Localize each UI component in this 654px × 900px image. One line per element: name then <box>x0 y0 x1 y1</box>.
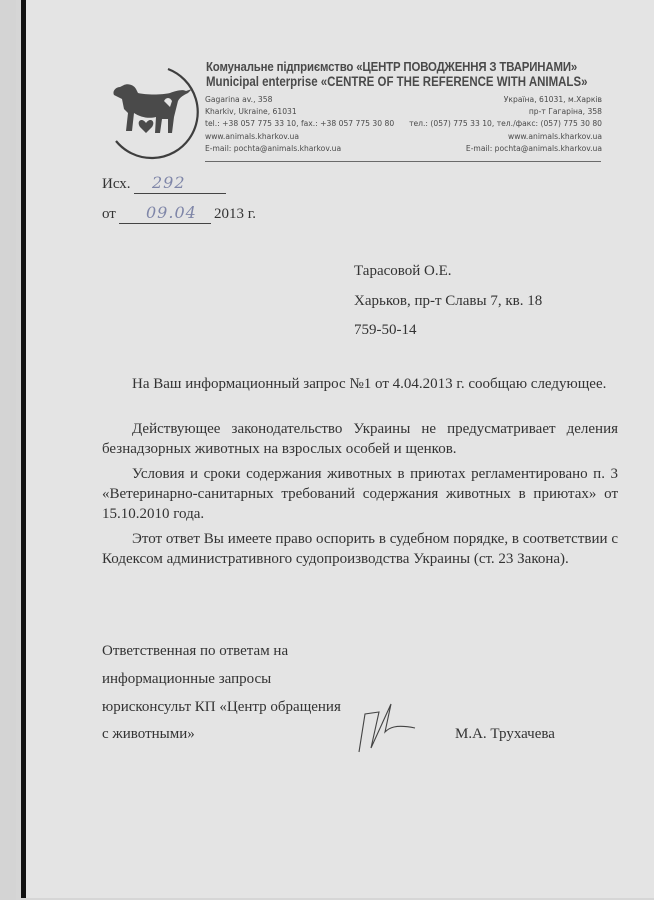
org-name-ua: Комунальне підприємство «ЦЕНТР ПОВОДЖЕННЯ З ТВАРИНАМИ» <box>206 59 578 74</box>
paragraph-text: Этот ответ Вы имеете право оспорить в судебном порядке, в соответствии с Кодексом административного судопроизводства Украины (ст. 23 Закона). <box>102 531 618 567</box>
body-paragraph <box>102 374 618 394</box>
date-line <box>119 223 211 224</box>
contacts-en <box>205 94 394 155</box>
recipient-address: Харьков, пр-т Славы 7, кв. 18 <box>354 293 543 309</box>
contact-city: Україна, 61031, м.Харків <box>503 95 602 104</box>
contact-phone: tel.: +38 057 775 33 10, fax.: +38 057 775 30 80 <box>205 119 395 129</box>
dog-cat-heart-logo-icon <box>108 63 204 163</box>
signer-title-line: с животными» <box>102 726 195 742</box>
date-year: 2013 г. <box>214 206 256 222</box>
paragraph-text: На Ваш информационный запрос №1 от 4.04.2013 г. сообщаю следующее. <box>132 376 607 392</box>
paragraph-text: Условия и сроки содержания животных в приютах регламентировано п. 3 «Ветеринарно-санитарных требований содержания животных в приютах» от 15.10.2010 года. <box>102 466 618 522</box>
contact-email: E-mail: pochta@animals.kharkov.ua <box>205 143 342 153</box>
body-paragraph <box>102 419 618 459</box>
signer-title-line: информационные запросы <box>102 671 272 687</box>
signer-title-line: юрисконсульт КП «Центр обращения <box>102 699 341 715</box>
org-name-en: Municipal enterprise «CENTRE OF THE REFERENCE WITH ANIMALS» <box>206 74 588 89</box>
contacts-ua <box>409 94 602 155</box>
outgoing-number: 292 <box>152 173 186 192</box>
scan-margin <box>0 0 16 900</box>
contact-city: Kharkiv, Ukraine, 61031 <box>205 107 297 117</box>
contact-website: www.animals.kharkov.ua <box>205 131 299 141</box>
body-paragraph <box>102 464 618 524</box>
contact-address: Gagarina av., 358 <box>205 95 273 104</box>
contact-website: www.animals.kharkov.ua <box>508 131 602 141</box>
recipient-phone: 759-50-14 <box>354 322 417 338</box>
date-handwritten: 09.04 <box>146 203 197 222</box>
contact-phone: тел.: (057) 775 33 10, тел./факс: (057) 775 30 80 <box>409 119 602 129</box>
outgoing-number-line <box>134 193 226 194</box>
date-label: от <box>102 206 116 222</box>
handwritten-signature-icon <box>355 700 425 755</box>
signer-name: М.А. Трухачева <box>455 726 555 742</box>
body-paragraph <box>102 529 618 569</box>
header-divider <box>205 161 601 162</box>
signer-title-line: Ответственная по ответам на <box>102 643 289 659</box>
recipient-name: Тарасовой О.Е. <box>354 263 452 279</box>
contact-address: пр-т Гагаріна, 358 <box>528 107 602 117</box>
contact-email: E-mail: pochta@animals.kharkov.ua <box>465 143 602 153</box>
paragraph-text: Действующее законодательство Украины не предусматривает деления безнадзорных животных на взрослых особей и щенков. <box>102 421 618 457</box>
outgoing-label: Исх. <box>102 176 131 192</box>
